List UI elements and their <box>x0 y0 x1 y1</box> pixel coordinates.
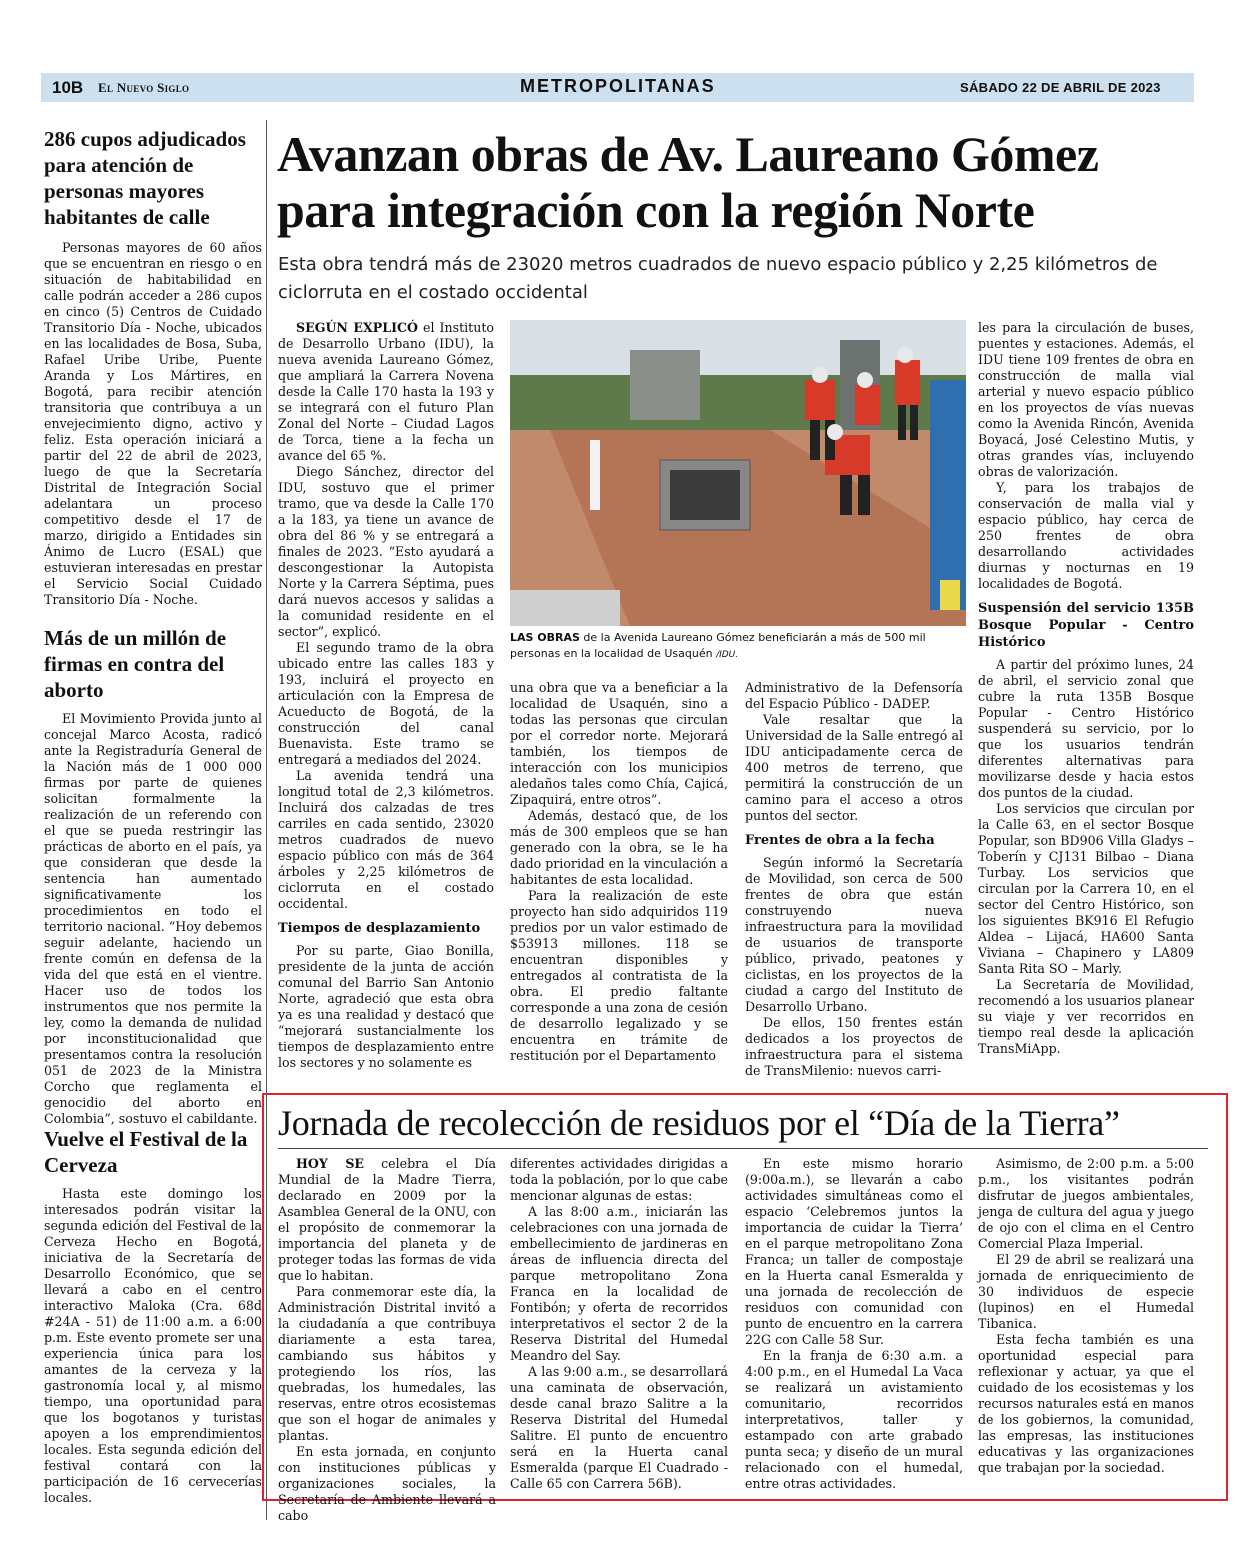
box-column-3 <box>745 1156 963 1492</box>
caption-lead: LAS OBRAS <box>510 631 580 644</box>
paragraph: Además, destacó que, de los más de 300 empleos que se han generado con la obra, se le ha dado prioridad en la vinculación a habitantes de esta localidad. <box>510 808 728 887</box>
main-column-1 <box>278 320 494 1071</box>
paragraph: Según informó la Secretaría de Movilidad, son cerca de 500 frentes de obra que están construyendo nueva infraestructura para la movilidad de usuarios de transporte público, privado, peatones y ciclistas, en los proyectos de la ciudad a cargo del Instituto de Desarrollo Urbano. <box>745 855 963 1014</box>
paragraph: De ellos, 150 frentes están dedicados a los proyectos de infraestructura para el sistema de TransMilenio: nuevos carri- <box>745 1015 963 1078</box>
sidebar-paragraph: Hasta este domingo los interesados podrán visitar la segunda edición del Festival de la Cerveza Hecho en Bogotá, iniciativa de la Secretaría de Desarrollo Económico, que se llevará a cabo en el centro interactivo Maloka (Cra. 68d #24A - 51) de 11:00 a.m. a 6:00 p.m. Este evento promete ser una experiencia única para los amantes de la cerveza y la gastronomía local y, al mismo tiempo, una oportunidad para que los bogotanos y turistas apoyen a los emprendimientos locales. Esta segunda edición del festival contará con la participación de 16 cervecerías locales. <box>44 1186 262 1505</box>
section-title: METROPOLITANAS <box>520 76 716 96</box>
photo-caption <box>510 630 970 663</box>
subtitle: Frentes de obra a la fecha <box>745 833 935 848</box>
lead-words: HOY SE <box>296 1156 365 1171</box>
issue-date: SÁBADO 22 DE ABRIL DE 2023 <box>960 80 1161 95</box>
box-column-2 <box>510 1156 728 1492</box>
photo-credit: /IDU. <box>716 650 739 660</box>
sidebar-body-3 <box>44 1186 262 1506</box>
paragraph: una obra que va a beneficiar a la localidad de Usaquén, sino a todas las personas que circulan por el corredor norte. Mejorará también, los tiempos de interacción con los municipios aledaños tales como Chía, Cajicá, Zipaquirá, entre otros”. <box>510 680 728 807</box>
sidebar-paragraph: El Movimiento Provida junto al concejal Marco Acosta, radicó ante la Registraduría General de la Nación más de 1 000 000 firmas por parte de quienes solicitan formalmente la realización de un referendo con el que se pueda restringir las prácticas de aborto en el país, ya que consideran que desde la sentencia han aumentado significativamente los procedimientos en todo el territorio nacional. “Hoy debemos seguir adelante, haciendo un frente común en defensa de la vida del que está en el vientre. Hacer uso de todos los instrumentos que nos permite la ley, como la demanda de nulidad por inconstitucionalidad que presentamos contra la resolución 051 de 2023 de la Ministra Corcho que reglamenta el genocidio del aborto en Colombia”, sostuvo el cabildante. <box>44 711 262 1126</box>
box-column-4 <box>978 1156 1194 1476</box>
paragraph: En este mismo horario (9:00a.m.), se llevarán a cabo actividades simultáneas como el espacio ‘Celebremos juntos la importancia de cuidar la Tierra’ en el parque metropolitano Zona Franca; un taller de compostaje en la Huerta canal Esmeralda y una jornada de recolección de residuos con comunidad con punto de encuentro en la carrera 22G con Calle 58 Sur. <box>745 1156 963 1347</box>
paragraph: En la franja de 6:30 a.m. a 4:00 p.m., en el Humedal La Vaca se realizará un avistamiento comunitario, recorridos interpretativos, taller y estampado con arte grabado punta seca; y diseño de un mural relacionado con el humedal, entre otras actividades. <box>745 1348 963 1491</box>
paragraph: Y, para los trabajos de conservación de malla vial y espacio público, hay cerca de 250 frentes de obra desarrollando actividades diurnas y nocturnas en 19 localidades de Bogotá. <box>978 480 1194 591</box>
paragraph: Para la realización de este proyecto han sido adquiridos 119 predios por un valor estimado de $53913 millones. 118 se encuentran disponibles y entregados al contratista de la obra. El predio faltante corresponde a una zona de cesión de desarrollo legalizado y se encuentra en trámite de restitución por el Departamento <box>510 888 728 1063</box>
paragraph: les para la circulación de buses, puentes y estaciones. Además, el IDU tiene 109 frentes de obra en construcción de malla vial arterial y nuevo espacio público en los proyectos de vías nuevas como la Avenida Rincón, Avenida Boyacá, José Celestino Mutis, y otras grandes vías, incluyendo obras de valorización. <box>978 320 1194 479</box>
lead-words: SEGÚN EXPLICÓ <box>296 320 418 335</box>
paragraph: Por su parte, Giao Bonilla, presidente de la junta de acción comunal del Barrio San Antonio Norte, agradeció que esta obra ya es una realidad y destacó que “mejorará sustancialmente los tiempos de desplazamiento entre los sectores y no solamente es <box>278 943 494 1070</box>
paragraph: el Instituto de Desarrollo Urbano (IDU), la nueva avenida Laureano Gómez, que ampliará la Carrera Novena desde la Calle 170 hasta la 193 y se integrará con el futuro Plan Zonal del Norte – Ciudad Lagos de Torca, tiene a la fecha un avance del 65 %. <box>278 320 494 463</box>
paragraph: La avenida tendrá una longitud total de 2,3 kilómetros. Incluirá dos calzadas de tres carriles en cada sentido, 23020 metros cuadrados de nuevo espacio público con más de 364 árboles y 2,25 kilómetros de ciclorruta en el costado occidental. <box>278 768 494 911</box>
box-column-1 <box>278 1156 496 1524</box>
sidebar-paragraph: Personas mayores de 60 años que se encuentran en riesgo o en situación de habitabilidad en calle podrán acceder a 286 cupos en cinco (5) Centros de Cuidado Transitorio Día - Noche, ubicados en las localidades de Bosa, Suba, Rafael Uribe Uribe, Puente Aranda y Los Mártires, en Bogotá, para recibir atención transitoria que contribuya a un envejecimiento digno, activo y feliz. Esta operación iniciará a partir del 22 de abril de 2023, luego de que la Secretaría Distrital de Integración Social adelantara un proceso competitivo desde el 17 de marzo, dirigido a Entidades sin Ánimo de Lucro (ESAL) que estuvieran interesadas en prestar el Servicio Social Cuidado Transitorio Día - Noche. <box>44 240 262 607</box>
main-subheadline: Esta obra tendrá más de 23020 metros cuadrados de nuevo espacio público y 2,25 kilómetros de ciclorruta en el costado occidental <box>278 254 1158 303</box>
paragraph: Vale resaltar que la Universidad de la Salle entregó al IDU anticipadamente cerca de 400 metros de terreno, que permitirá la construcción de un camino para el acceso a otros puntos del sector. <box>745 712 963 823</box>
paragraph: Asimismo, de 2:00 p.m. a 5:00 p.m., los visitantes podrán disfrutar de juegos ambientales, jenga de cultura del agua y juego de ojo con el clima en el Centro Comercial Plaza Imperial. <box>978 1156 1194 1251</box>
paragraph: Esta fecha también es una oportunidad especial para reflexionar y actuar, ya que el cuidado de los ecosistemas y los recursos naturales está en manos de los gobiernos, la comunidad, las empresas, las instituciones educativas y las organizaciones que trabajan por la sociedad. <box>978 1332 1194 1475</box>
page-number: 10B <box>52 78 84 97</box>
sidebar-body-1 <box>44 240 262 608</box>
paragraph: El 29 de abril se realizará una jornada de enriquecimiento de 30 individuos de especie (lupinos) en el Humedal Tibanica. <box>978 1252 1194 1331</box>
sidebar-story-2 <box>44 625 262 1127</box>
main-column-4 <box>978 320 1194 1057</box>
construction-photo <box>510 320 966 626</box>
box-headline: Jornada de recolección de residuos por el “Día de la Tierra” <box>278 1103 1120 1143</box>
main-column-2 <box>510 680 728 1064</box>
paragraph: celebra el Día Mundial de la Madre Tierra, declarado en 2009 por la Asamblea General de la ONU, con el propósito de conmemorar la importancia del planeta y de proteger todas las formas de vida que lo habitan. <box>278 1156 496 1283</box>
sidebar-headline-3: Vuelve el Festival de la Cerveza <box>44 1127 248 1177</box>
paragraph: diferentes actividades dirigidas a toda la población, por lo que cabe mencionar algunas de estas: <box>510 1156 728 1203</box>
paragraph: Los servicios que circulan por la Calle 63, en el sector Bosque Popular, son BD906 Villa Gladys – Toberín y CJ131 Bilbao – Diana Turbay. Los servicios que circulan por la Carrera 10, en el sector del Centro Histórico, son los siguientes BK916 El Refugio Aldea – Lijacá, HA600 Santa Viviana – Chapinero y LA809 Santa Rita SO – Marly. <box>978 801 1194 976</box>
sidebar-story-3 <box>44 1126 262 1506</box>
paragraph: Diego Sánchez, director del IDU, sostuvo que el primer tramo, que va desde la Calle 170 a la 183, ya tiene un avance de obra del 86 % y se entregará a finales de 2023. “Esto ayudará a descongestionar la Autopista Norte y la Carrera Séptima, pues dará nuevos accesos y salidas a la comunidad residente en el sector”, explicó. <box>278 464 494 639</box>
paragraph: A partir del próximo lunes, 24 de abril, el servicio zonal que cubre la ruta 135B Bosque Popular - Centro Histórico suspenderá su servicio, por lo que los usuarios tendrán diferentes alternativas para movilizarse desde y hacia estos dos puntos de la ciudad. <box>978 657 1194 800</box>
subtitle: Tiempos de desplazamiento <box>278 921 481 936</box>
paragraph: A las 8:00 a.m., iniciarán las celebraciones con una jornada de embellecimiento de jardineras en áreas de influencia directa del parque metropolitano Zona Franca en la localidad de Fontibón; y oferta de recorridos interpretativos el sector 2 de la Reserva Distrital del Humedal Meandro del Say. <box>510 1204 728 1363</box>
sidebar-headline-2: Más de un millón de firmas en contra del aborto <box>44 626 227 702</box>
main-column-3 <box>745 680 963 1079</box>
paragraph: Para conmemorar este día, la Administración Distrital invitó a la ciudadanía a que contribuya diariamente a esta tarea, cambiando sus hábitos y protegiendo los ríos, las quebradas, los humedales, las reservas, entre otros ecosistemas que son el hogar de animales y plantas. <box>278 1284 496 1443</box>
subtitle: Suspensión del servicio 135B Bosque Popular - Centro Histórico <box>978 601 1194 650</box>
main-headline: Avanzan obras de Av. Laureano Gómez para integración con la región Norte <box>277 126 1099 238</box>
box-rule <box>278 1148 1208 1149</box>
paragraph: El segundo tramo de la obra ubicado entre las calles 183 y 193, incluirá el proyecto en articulación con la Empresa de Acueducto de Bogotá, de la construcción del canal Buenavista. Este tramo se entregará a mediados del 2024. <box>278 640 494 767</box>
sidebar-headline-1: 286 cupos adjudicados para atención de personas mayores habitantes de calle <box>44 127 246 229</box>
paragraph: A las 9:00 a.m., se desarrollará una caminata de observación, desde canal brazo Salitre a la Reserva Distrital del Humedal Salitre. El punto de encuentro será en la Huerta canal Esmeralda (parque El Cuadrado - Calle 65 con Carrera 56B). <box>510 1364 728 1491</box>
paragraph: La Secretaría de Movilidad, recomendó a los usuarios planear su viaje y ver recorridos en tiempo real desde la aplicación TransMiApp. <box>978 977 1194 1056</box>
sidebar-story-1 <box>44 126 262 608</box>
paragraph: Administrativo de la Defensoría del Espacio Público - DADEP. <box>745 680 963 711</box>
newspaper-name: El Nuevo Siglo <box>98 80 190 95</box>
paragraph: En esta jornada, en conjunto con instituciones públicas y organizaciones sociales, la Secretaría de Ambiente llevará a cabo <box>278 1444 496 1523</box>
caption-text: de la Avenida Laureano Gómez beneficiarán a más de 500 mil personas en la localidad de Usaquén <box>510 631 926 660</box>
sidebar-body-2 <box>44 711 262 1127</box>
